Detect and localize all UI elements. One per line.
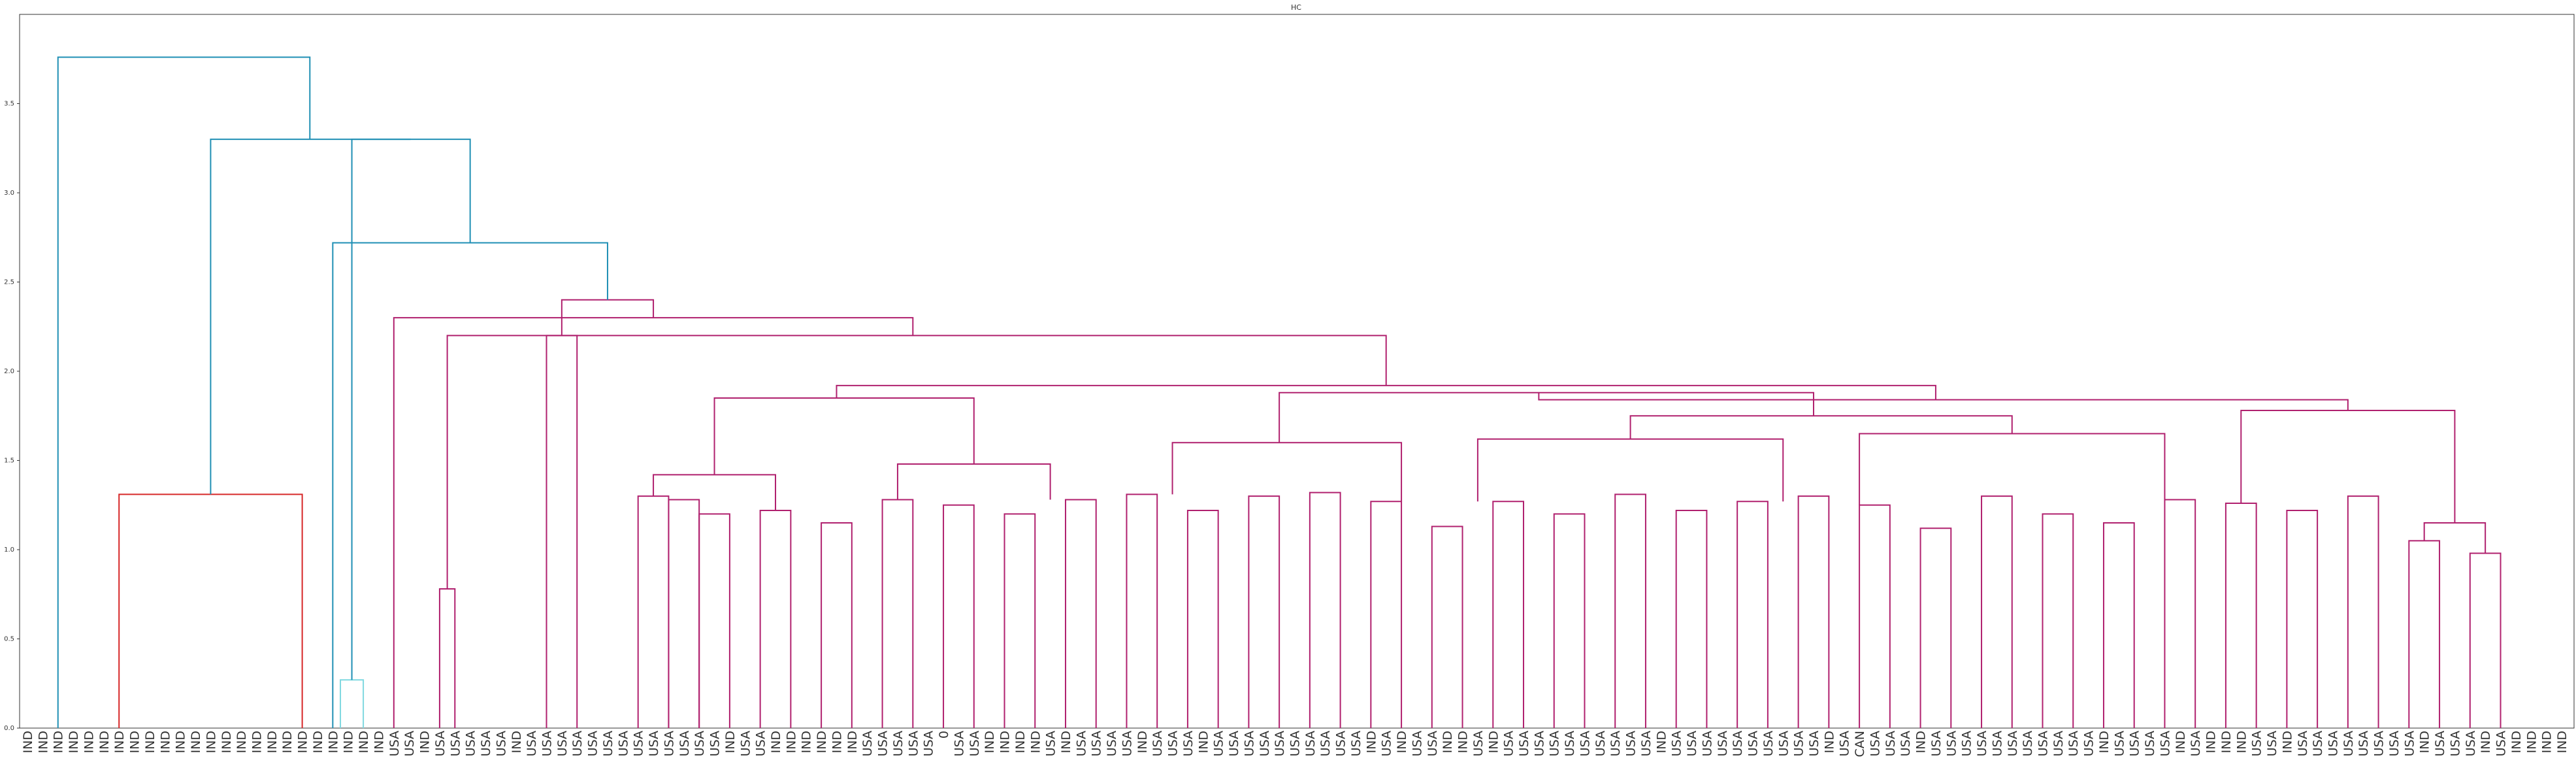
leaf-label: IND (21, 731, 35, 754)
leaf-label: USA (1608, 731, 1623, 757)
leaf-label: USA (2158, 731, 2173, 757)
leaf-label: USA (1761, 731, 1776, 757)
leaf-label: USA (494, 731, 509, 757)
leaf-label: 0 (937, 731, 952, 739)
leaf-label: USA (1211, 731, 1226, 757)
leaf-label: IND (2280, 731, 2295, 754)
leaf-label: USA (1593, 731, 1608, 757)
leaf-label: USA (1975, 731, 1990, 757)
leaf-label: USA (1410, 731, 1425, 757)
leaf-label: USA (1150, 731, 1166, 757)
leaf-label: IND (142, 731, 157, 754)
leaf-label: IND (2479, 731, 2494, 754)
leaf-label: USA (1806, 731, 1821, 757)
y-tick-label: 3.0 (4, 190, 14, 197)
leaf-label: USA (525, 731, 540, 757)
leaf-label: USA (585, 731, 600, 757)
leaf-label: USA (677, 731, 692, 757)
leaf-label: USA (2081, 731, 2096, 757)
leaf-label: USA (448, 731, 463, 757)
leaf-label: USA (1303, 731, 1318, 757)
chart-title: HC (1291, 3, 1301, 12)
leaf-label: USA (1043, 731, 1058, 757)
leaf-label: IND (417, 731, 432, 754)
leaf-label: USA (1929, 731, 1944, 757)
leaf-label: IND (310, 731, 325, 754)
leaf-label: USA (1333, 731, 1348, 757)
leaf-label: USA (1318, 731, 1333, 757)
leaf-label: IND (204, 731, 219, 754)
leaf-label: IND (830, 731, 845, 754)
leaf-label: IND (2555, 731, 2569, 754)
leaf-label: IND (97, 731, 112, 754)
leaf-label: USA (2372, 731, 2387, 757)
leaf-label: IND (2417, 731, 2432, 754)
leaf-label: USA (2433, 731, 2448, 757)
leaf-label: IND (2204, 731, 2219, 754)
leaf-label: USA (1532, 731, 1547, 757)
leaf-label: USA (2143, 731, 2158, 757)
leaf-label: IND (1135, 731, 1150, 754)
leaf-label: IND (1486, 731, 1501, 754)
leaf-label: USA (1944, 731, 1959, 757)
leaf-label: USA (1639, 731, 1654, 757)
leaf-label: USA (1868, 731, 1883, 757)
leaf-label: IND (127, 731, 142, 754)
leaf-label: IND (983, 731, 998, 754)
leaf-label: USA (1120, 731, 1135, 757)
leaf-label: USA (1899, 731, 1914, 757)
leaf-label: USA (1578, 731, 1593, 757)
leaf-label: USA (1669, 731, 1684, 757)
leaf-label: USA (2356, 731, 2372, 757)
leaf-label: IND (112, 731, 127, 754)
leaf-label: CAN (1853, 731, 1868, 758)
leaf-label: IND (82, 731, 97, 754)
leaf-label: USA (890, 731, 905, 757)
leaf-label: USA (1517, 731, 1532, 757)
leaf-label: USA (708, 731, 723, 757)
leaf-label: IND (2219, 731, 2234, 754)
leaf-label: USA (1700, 731, 1715, 757)
y-tick-label: 1.0 (4, 546, 14, 554)
leaf-label: USA (906, 731, 921, 757)
leaf-label: USA (2051, 731, 2066, 757)
leaf-label: USA (1257, 731, 1272, 757)
y-tick-label: 3.5 (4, 100, 14, 108)
y-tick-label: 1.5 (4, 457, 14, 465)
leaf-label: IND (158, 731, 173, 754)
leaf-label: USA (463, 731, 478, 757)
leaf-label: USA (1273, 731, 1288, 757)
leaf-label: USA (2112, 731, 2127, 757)
leaf-label: USA (2005, 731, 2020, 757)
leaf-label: IND (250, 731, 265, 754)
leaf-label: USA (1242, 731, 1257, 757)
leaf-label: USA (555, 731, 570, 757)
leaf-label: USA (1089, 731, 1104, 757)
leaf-label: USA (2494, 731, 2509, 757)
leaf-label: IND (2096, 731, 2111, 754)
leaf-label: USA (479, 731, 494, 757)
leaf-label: IND (1013, 731, 1028, 754)
leaf-label: USA (1990, 731, 2005, 757)
leaf-label: USA (600, 731, 615, 757)
leaf-label: IND (2234, 731, 2249, 754)
leaf-label: IND (1028, 731, 1043, 754)
leaf-label: USA (967, 731, 982, 757)
leaf-label: IND (1196, 731, 1211, 754)
leaf-label: IND (326, 731, 341, 754)
leaf-label: IND (265, 731, 280, 754)
leaf-label: IND (1395, 731, 1410, 754)
leaf-label: USA (2127, 731, 2142, 757)
leaf-label: USA (1181, 731, 1196, 757)
leaf-label: USA (662, 731, 677, 757)
leaf-label: IND (784, 731, 799, 754)
leaf-label: USA (432, 731, 448, 757)
leaf-label: USA (2326, 731, 2341, 757)
leaf-label: USA (1623, 731, 1639, 757)
leaf-label: USA (1471, 731, 1486, 757)
leaf-label: IND (2173, 731, 2188, 754)
leaf-label: USA (1501, 731, 1516, 757)
leaf-label: USA (2463, 731, 2478, 757)
leaf-label: USA (2295, 731, 2310, 757)
leaf-label: USA (1547, 731, 1562, 757)
y-tick-label: 0.0 (4, 725, 14, 732)
leaf-label: USA (1379, 731, 1394, 757)
leaf-label: IND (1914, 731, 1929, 754)
leaf-label: USA (1685, 731, 1700, 757)
leaf-label: IND (173, 731, 188, 754)
leaf-label: USA (1837, 731, 1852, 757)
leaf-label: IND (998, 731, 1013, 754)
leaf-label: USA (616, 731, 631, 757)
leaf-label: IND (1058, 731, 1073, 754)
y-tick-label: 0.5 (4, 635, 14, 643)
leaf-label: USA (1074, 731, 1089, 757)
leaf-label: IND (357, 731, 372, 754)
leaf-label: USA (693, 731, 708, 757)
leaf-label: IND (815, 731, 830, 754)
leaf-label: USA (860, 731, 875, 757)
leaf-label: USA (1776, 731, 1791, 757)
leaf-label: USA (2341, 731, 2356, 757)
leaf-label: USA (1227, 731, 1242, 757)
leaf-label: IND (723, 731, 738, 754)
leaf-label: USA (753, 731, 768, 757)
leaf-label: USA (647, 731, 662, 757)
leaf-label: USA (570, 731, 585, 757)
leaf-label: USA (2249, 731, 2264, 757)
leaf-label: IND (341, 731, 356, 754)
leaf-label: USA (875, 731, 890, 757)
leaf-label: USA (1731, 731, 1746, 757)
leaf-label: USA (1791, 731, 1806, 757)
leaf-label: USA (1425, 731, 1440, 757)
leaf-label: USA (1166, 731, 1181, 757)
leaf-label: IND (2524, 731, 2539, 754)
leaf-label: USA (738, 731, 753, 757)
leaf-label: USA (1715, 731, 1730, 757)
leaf-label: USA (387, 731, 402, 757)
leaf-label: IND (51, 731, 66, 754)
leaf-label: IND (1654, 731, 1669, 754)
leaf-label: IND (280, 731, 295, 754)
leaf-label: IND (235, 731, 250, 754)
leaf-label: IND (1441, 731, 1456, 754)
leaf-label: USA (921, 731, 936, 757)
leaf-label: IND (36, 731, 51, 754)
leaf-label: USA (1563, 731, 1578, 757)
leaf-label: USA (1883, 731, 1898, 757)
leaf-label: USA (2021, 731, 2036, 757)
leaf-label: IND (769, 731, 784, 754)
leaf-label: IND (67, 731, 82, 754)
leaf-label: USA (952, 731, 967, 757)
leaf-label: IND (295, 731, 310, 754)
leaf-label: IND (509, 731, 524, 754)
leaf-label: USA (1959, 731, 1974, 757)
leaf-label: USA (2448, 731, 2463, 757)
y-tick-label: 2.5 (4, 278, 14, 286)
leaf-labels (21, 731, 2569, 757)
leaf-label: IND (2539, 731, 2554, 754)
leaf-label: IND (219, 731, 234, 754)
leaf-label: USA (631, 731, 646, 757)
leaf-label: USA (1746, 731, 1761, 757)
leaf-label: IND (845, 731, 860, 754)
leaf-label: USA (2311, 731, 2326, 757)
leaf-label: USA (1348, 731, 1363, 757)
leaf-label: USA (2066, 731, 2081, 757)
leaf-label: USA (1288, 731, 1303, 757)
leaf-label: USA (2387, 731, 2402, 757)
leaf-label: IND (189, 731, 204, 754)
leaf-label: IND (2509, 731, 2524, 754)
leaf-label: USA (540, 731, 555, 757)
leaf-label: USA (2189, 731, 2204, 757)
leaf-label: USA (402, 731, 417, 757)
leaf-label: USA (2036, 731, 2051, 757)
leaf-label: IND (1364, 731, 1379, 754)
leaf-label: IND (1456, 731, 1471, 754)
y-tick-label: 2.0 (4, 368, 14, 375)
leaf-label: IND (1822, 731, 1837, 754)
leaf-label: IND (799, 731, 814, 754)
leaf-label: USA (2265, 731, 2280, 757)
leaf-label: IND (372, 731, 387, 754)
leaf-label: USA (2402, 731, 2417, 757)
leaf-label: USA (1105, 731, 1120, 757)
